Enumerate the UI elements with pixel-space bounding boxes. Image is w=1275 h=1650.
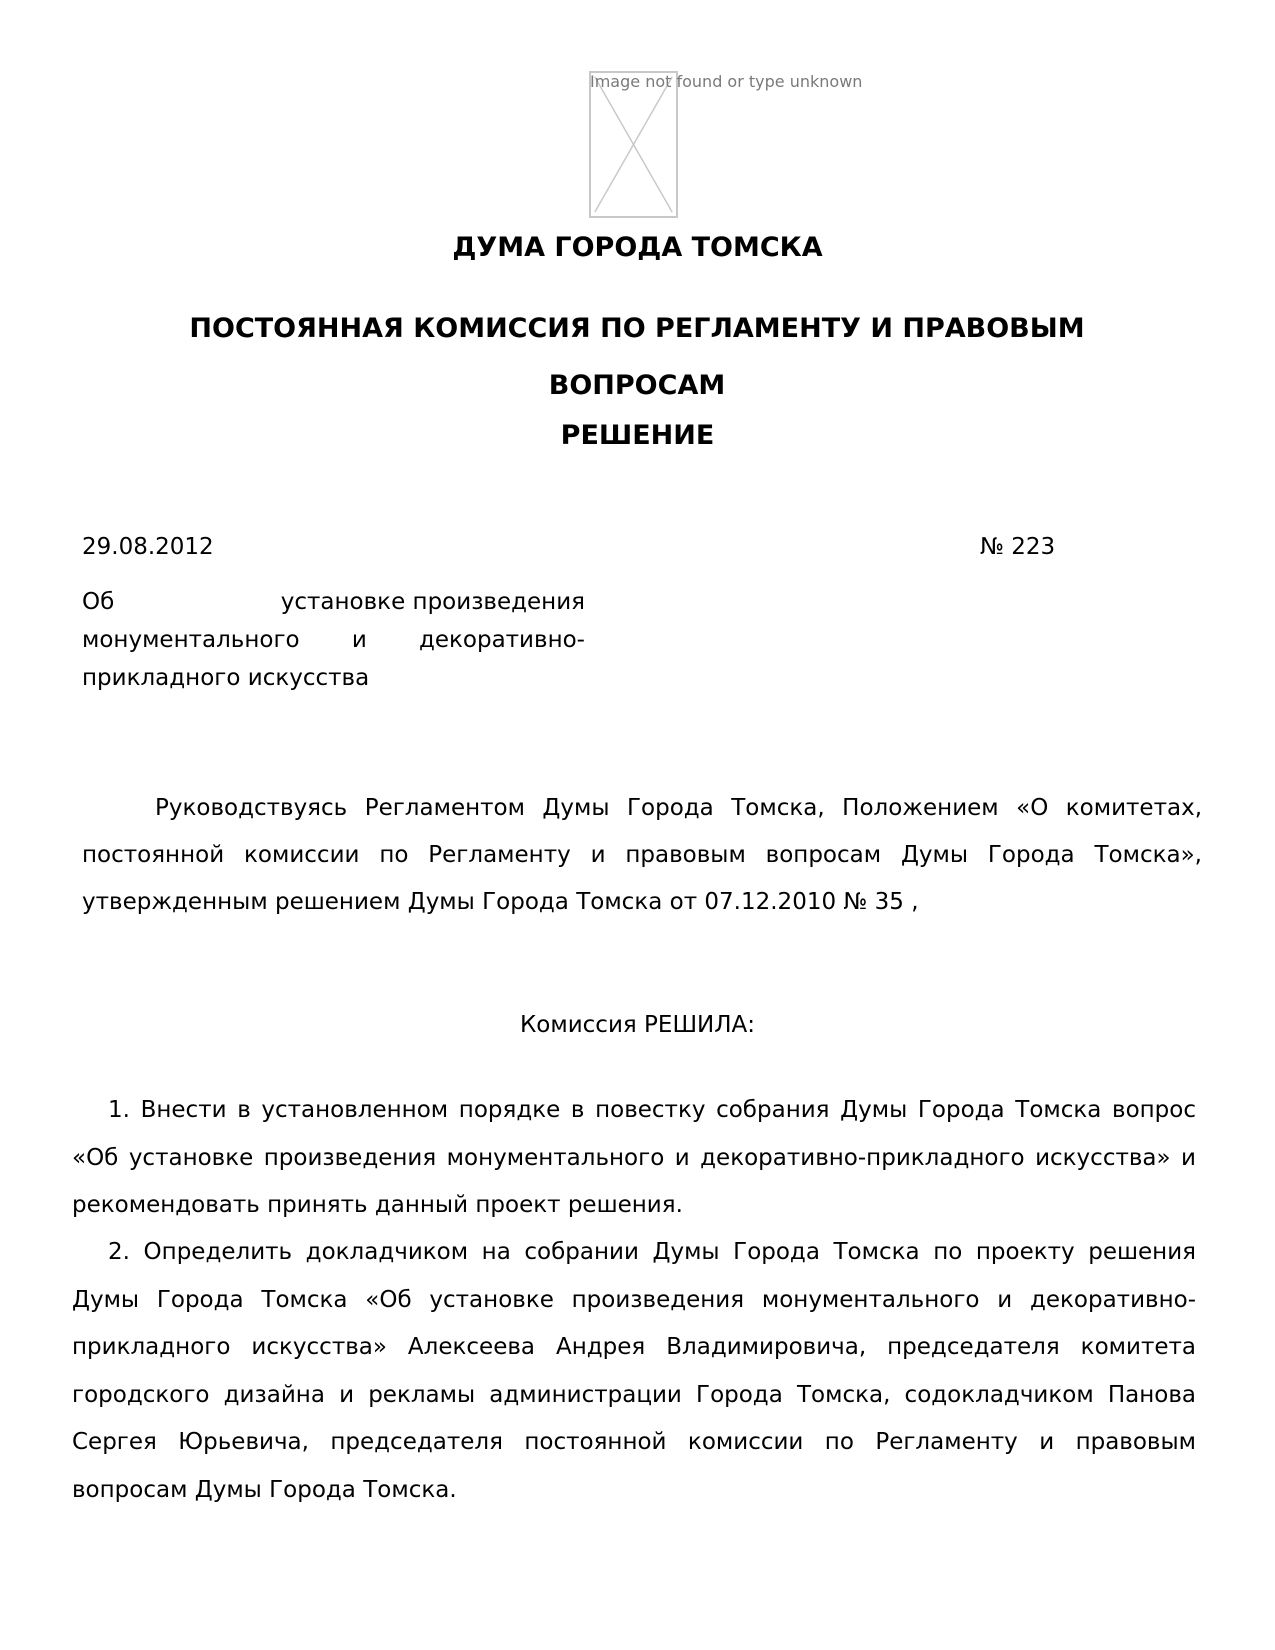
- broken-image-icon: [591, 73, 676, 216]
- item-number: 1.: [108, 1097, 130, 1123]
- document-date: 29.08.2012: [82, 534, 214, 560]
- subject-line: [82, 621, 585, 659]
- subject-word: декоративно-: [418, 627, 585, 653]
- subject-word: прикладного искусства: [82, 665, 370, 691]
- document-type: РЕШЕНИЕ: [560, 420, 715, 451]
- subject-word: и: [351, 627, 367, 653]
- item-text: Определить докладчиком на собрании Думы Города Томска по проекту решения Думы Города Томска «Об установке произведения монументального и декоративно-прикладного искусства» Алексеева Андрея Владимировича, председателя комитета городского дизайна и рекламы администрации Города Томска, содокладчиком Панова Сергея Юрьевича, председателя постоянной комиссии по Регламенту и правовым вопросам Думы Города Томска.: [72, 1239, 1196, 1503]
- subject-word: Об: [82, 589, 115, 615]
- subject-line: [82, 583, 585, 621]
- subject-word: установке произведения: [280, 589, 585, 615]
- resolution-heading: Комиссия РЕШИЛА:: [519, 1012, 756, 1038]
- org-title: ДУМА ГОРОДА ТОМСКА: [452, 232, 823, 263]
- document-number: № 223: [980, 534, 1056, 560]
- broken-image-placeholder: [589, 71, 863, 218]
- image-alt-text: Image not found or type unknown: [590, 72, 863, 91]
- commission-title: ПОСТОЯННАЯ КОМИССИЯ ПО РЕГЛАМЕНТУ И ПРАВОВЫМ ВОПРОСАМ: [189, 313, 1085, 401]
- item-number: 2.: [108, 1239, 130, 1265]
- resolution-item: [72, 1229, 1196, 1514]
- preamble-paragraph: Руководствуясь Регламентом Думы Города Томска, Положением «О комитетах, постоянной комиссии по Регламенту и правовым вопросам Думы Города Томска», утвержденным решением Думы Города Томска от 07.12.2010 № 35 ,: [82, 795, 1202, 915]
- item-text: Внести в установленном порядке в повестку собрания Думы Города Томска вопрос «Об установке произведения монументального и декоративно-прикладного искусства» и рекомендовать принять данный проект решения.: [72, 1097, 1196, 1218]
- subject-word: монументального: [82, 627, 300, 653]
- resolution-item: [72, 1087, 1196, 1230]
- subject-line: [82, 659, 585, 697]
- document-subject: [82, 583, 585, 697]
